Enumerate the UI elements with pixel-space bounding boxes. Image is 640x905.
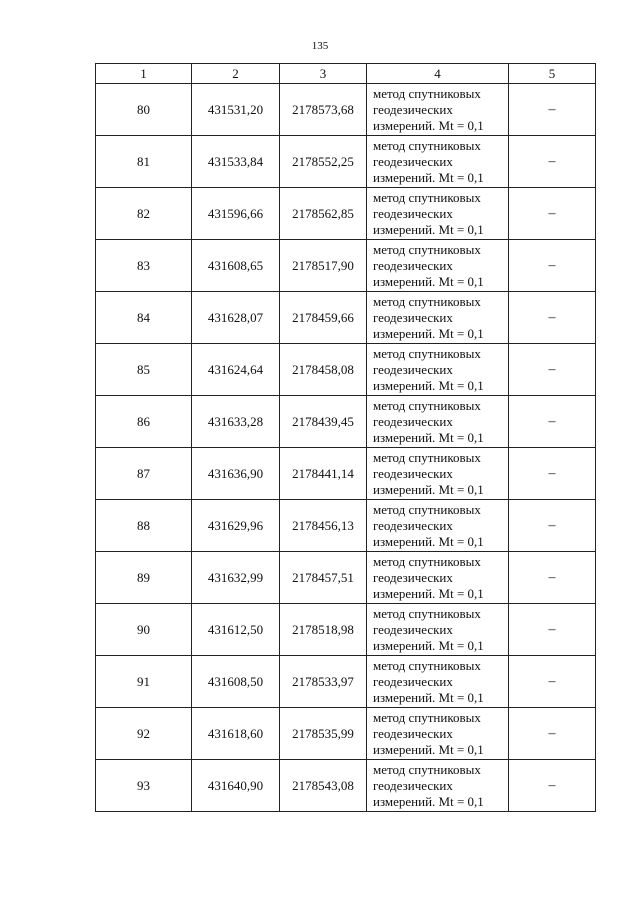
method-cell — [367, 552, 509, 604]
header-col-2: 2 — [192, 64, 280, 84]
method-line-1: метод спутниковых — [373, 397, 481, 413]
y-coordinate-cell: 2178458,08 — [280, 344, 367, 396]
method-line-1: метод спутниковых — [373, 605, 481, 621]
description-cell: – — [509, 136, 596, 188]
method-line-3: измерений. Mt = 0,1 — [373, 429, 484, 445]
point-number-cell: 85 — [96, 344, 192, 396]
table-row — [96, 344, 596, 396]
method-cell — [367, 240, 509, 292]
y-coordinate-cell: 2178533,97 — [280, 656, 367, 708]
x-coordinate-cell: 431533,84 — [192, 136, 280, 188]
header-col-1: 1 — [96, 64, 192, 84]
y-coordinate-cell: 2178441,14 — [280, 448, 367, 500]
method-line-2: геодезических — [373, 465, 453, 481]
y-coordinate-cell: 2178518,98 — [280, 604, 367, 656]
method-line-2: геодезических — [373, 517, 453, 533]
method-line-1: метод спутниковых — [373, 553, 481, 569]
point-number-cell: 88 — [96, 500, 192, 552]
y-coordinate-cell: 2178517,90 — [280, 240, 367, 292]
description-cell: – — [509, 760, 596, 812]
method-line-2: геодезических — [373, 569, 453, 585]
table-row — [96, 656, 596, 708]
method-cell — [367, 344, 509, 396]
method-line-3: измерений. Mt = 0,1 — [373, 273, 484, 289]
method-line-2: геодезических — [373, 257, 453, 273]
method-line-3: измерений. Mt = 0,1 — [373, 793, 484, 809]
method-cell — [367, 760, 509, 812]
method-line-3: измерений. Mt = 0,1 — [373, 221, 484, 237]
point-number-cell: 90 — [96, 604, 192, 656]
y-coordinate-cell: 2178573,68 — [280, 84, 367, 136]
table-row — [96, 188, 596, 240]
description-cell: – — [509, 448, 596, 500]
table-row — [96, 760, 596, 812]
table-body — [96, 84, 596, 812]
point-number-cell: 80 — [96, 84, 192, 136]
method-cell — [367, 84, 509, 136]
x-coordinate-cell: 431608,50 — [192, 656, 280, 708]
x-coordinate-cell: 431633,28 — [192, 396, 280, 448]
method-cell — [367, 448, 509, 500]
table-row — [96, 292, 596, 344]
description-cell: – — [509, 240, 596, 292]
method-line-3: измерений. Mt = 0,1 — [373, 637, 484, 653]
method-line-2: геодезических — [373, 621, 453, 637]
point-number-cell: 83 — [96, 240, 192, 292]
y-coordinate-cell: 2178535,99 — [280, 708, 367, 760]
method-cell — [367, 604, 509, 656]
description-cell: – — [509, 708, 596, 760]
header-col-4: 4 — [367, 64, 509, 84]
method-line-3: измерений. Mt = 0,1 — [373, 689, 484, 705]
y-coordinate-cell: 2178552,25 — [280, 136, 367, 188]
description-cell: – — [509, 188, 596, 240]
method-line-1: метод спутниковых — [373, 761, 481, 777]
method-line-1: метод спутниковых — [373, 189, 481, 205]
method-line-1: метод спутниковых — [373, 345, 481, 361]
y-coordinate-cell: 2178457,51 — [280, 552, 367, 604]
method-cell — [367, 656, 509, 708]
method-line-2: геодезических — [373, 101, 453, 117]
table-row — [96, 396, 596, 448]
x-coordinate-cell: 431624,64 — [192, 344, 280, 396]
description-cell: – — [509, 604, 596, 656]
y-coordinate-cell: 2178543,08 — [280, 760, 367, 812]
method-cell — [367, 188, 509, 240]
coordinates-table — [95, 63, 596, 812]
description-cell: – — [509, 396, 596, 448]
header-row — [96, 64, 596, 84]
method-line-2: геодезических — [373, 361, 453, 377]
table-row — [96, 136, 596, 188]
x-coordinate-cell: 431629,96 — [192, 500, 280, 552]
description-cell: – — [509, 552, 596, 604]
method-line-3: измерений. Mt = 0,1 — [373, 533, 484, 549]
method-line-1: метод спутниковых — [373, 85, 481, 101]
point-number-cell: 91 — [96, 656, 192, 708]
header-col-5: 5 — [509, 64, 596, 84]
method-line-3: измерений. Mt = 0,1 — [373, 169, 484, 185]
method-line-1: метод спутниковых — [373, 501, 481, 517]
method-cell — [367, 396, 509, 448]
point-number-cell: 89 — [96, 552, 192, 604]
method-line-1: метод спутниковых — [373, 709, 481, 725]
method-line-1: метод спутниковых — [373, 657, 481, 673]
table-row — [96, 708, 596, 760]
point-number-cell: 92 — [96, 708, 192, 760]
method-cell — [367, 500, 509, 552]
table-row — [96, 448, 596, 500]
method-line-3: измерений. Mt = 0,1 — [373, 481, 484, 497]
description-cell: – — [509, 656, 596, 708]
table-header — [96, 64, 596, 84]
method-line-1: метод спутниковых — [373, 137, 481, 153]
table-row — [96, 552, 596, 604]
method-line-3: измерений. Mt = 0,1 — [373, 741, 484, 757]
method-line-2: геодезических — [373, 673, 453, 689]
table-row — [96, 84, 596, 136]
method-line-2: геодезических — [373, 725, 453, 741]
method-line-1: метод спутниковых — [373, 293, 481, 309]
table-row — [96, 500, 596, 552]
method-line-2: геодезических — [373, 777, 453, 793]
point-number-cell: 87 — [96, 448, 192, 500]
method-line-1: метод спутниковых — [373, 241, 481, 257]
y-coordinate-cell: 2178439,45 — [280, 396, 367, 448]
table-row — [96, 604, 596, 656]
point-number-cell: 82 — [96, 188, 192, 240]
x-coordinate-cell: 431618,60 — [192, 708, 280, 760]
method-line-2: геодезических — [373, 309, 453, 325]
x-coordinate-cell: 431636,90 — [192, 448, 280, 500]
method-line-3: измерений. Mt = 0,1 — [373, 377, 484, 393]
point-number-cell: 81 — [96, 136, 192, 188]
header-col-3: 3 — [280, 64, 367, 84]
page-number: 135 — [311, 40, 329, 52]
method-line-2: геодезических — [373, 413, 453, 429]
table-row — [96, 240, 596, 292]
x-coordinate-cell: 431628,07 — [192, 292, 280, 344]
y-coordinate-cell: 2178456,13 — [280, 500, 367, 552]
method-cell — [367, 136, 509, 188]
method-line-2: геодезических — [373, 153, 453, 169]
x-coordinate-cell: 431596,66 — [192, 188, 280, 240]
x-coordinate-cell: 431531,20 — [192, 84, 280, 136]
method-line-3: измерений. Mt = 0,1 — [373, 585, 484, 601]
y-coordinate-cell: 2178459,66 — [280, 292, 367, 344]
method-line-3: измерений. Mt = 0,1 — [373, 117, 484, 133]
description-cell: – — [509, 500, 596, 552]
x-coordinate-cell: 431640,90 — [192, 760, 280, 812]
method-cell — [367, 292, 509, 344]
x-coordinate-cell: 431608,65 — [192, 240, 280, 292]
point-number-cell: 93 — [96, 760, 192, 812]
description-cell: – — [509, 84, 596, 136]
method-line-2: геодезических — [373, 205, 453, 221]
y-coordinate-cell: 2178562,85 — [280, 188, 367, 240]
method-cell — [367, 708, 509, 760]
point-number-cell: 84 — [96, 292, 192, 344]
method-line-3: измерений. Mt = 0,1 — [373, 325, 484, 341]
x-coordinate-cell: 431612,50 — [192, 604, 280, 656]
x-coordinate-cell: 431632,99 — [192, 552, 280, 604]
description-cell: – — [509, 292, 596, 344]
method-line-1: метод спутниковых — [373, 449, 481, 465]
point-number-cell: 86 — [96, 396, 192, 448]
description-cell: – — [509, 344, 596, 396]
